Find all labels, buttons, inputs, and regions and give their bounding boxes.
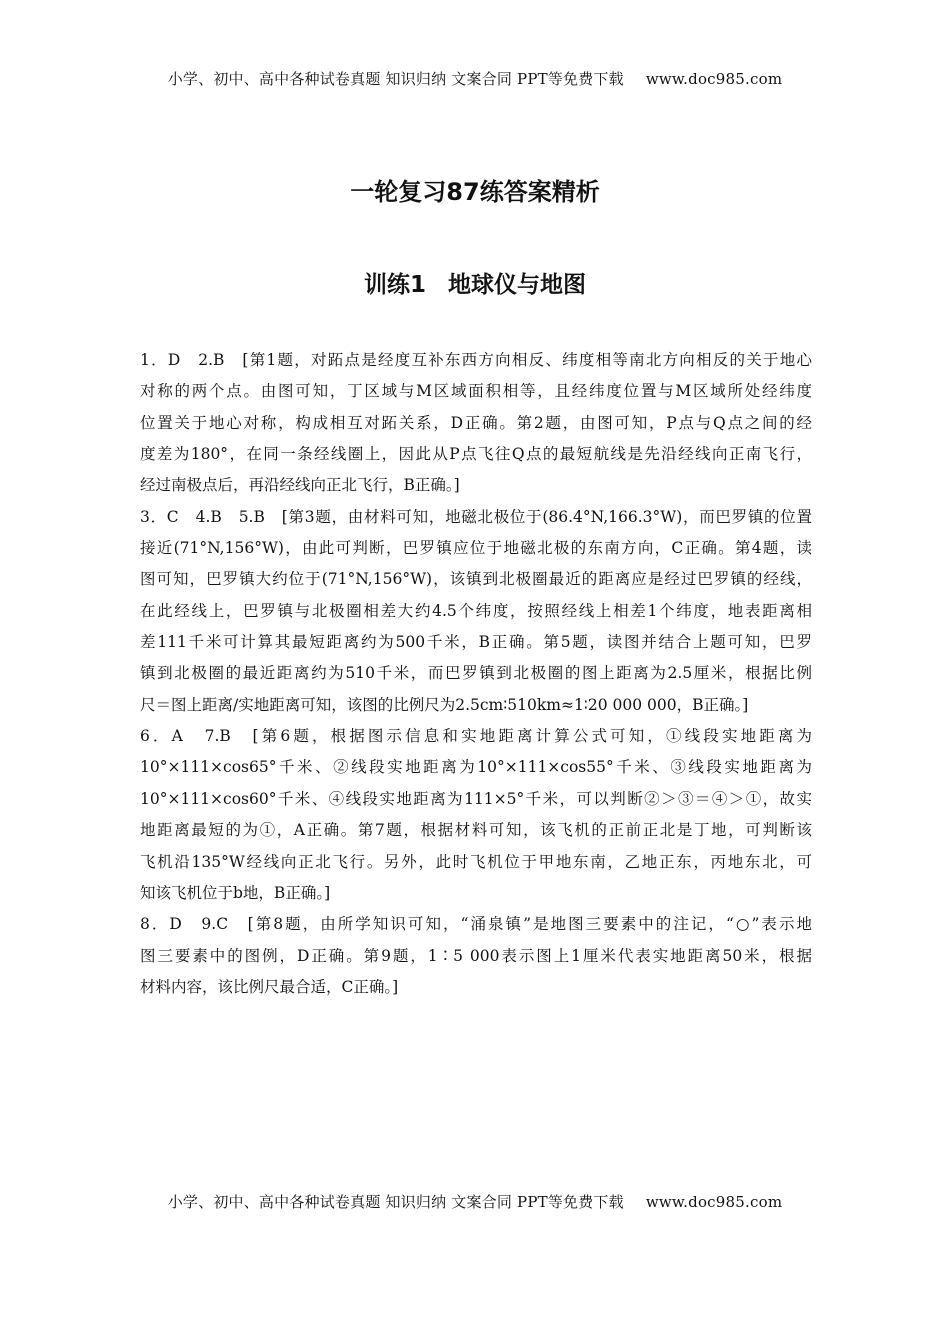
footer-text: 小学、初中、高中各种试卷真题 知识归纳 文案合同 PPT等免费下载 [167, 1193, 624, 1211]
section-title [0, 266, 950, 299]
answer-line: 材料内容，该比例尺最合适，C正确。] [140, 977, 399, 996]
answer-line: 10°×111×cos60°千米、④线段实地距离为111×5°千米，可以判断②＞③＝④＞①，故实 [140, 789, 812, 808]
answer-line: 尺＝图上距离/实地距离可知，该图的比例尺为2.5cm∶510km≈1∶20 000 000，B正确。] [140, 695, 749, 714]
answer-line: 在此经线上，巴罗镇与北极圈相差大约4.5个纬度，按照经线上相差1个纬度，地表距离相 [140, 601, 812, 620]
answer-line: 图三要素中的图例，D正确。第9题，1∶5 000表示图上1厘米代表实地距离50米，根据 [140, 946, 812, 965]
answer-line: 知该飞机位于b地，B正确。] [140, 883, 331, 902]
answer-line: 位置关于地心对称，构成相互对跖关系，D正确。第2题，由图可知，P点与Q点之间的经 [140, 413, 812, 432]
answer-line: 10°×111×cos65°千米、②线段实地距离为10°×111×cos55°千米、③线段实地距离为 [140, 758, 812, 777]
answer-line: 接近(71°N,156°W)，由此可判断，巴罗镇应位于地磁北极的东南方向，C正确。第4题，读 [140, 539, 812, 558]
answer-line: 镇到北极圈的最近距离约为510千米，而巴罗镇到北极圈的图上距离为2.5厘米，根据比例 [140, 664, 812, 683]
answer-line: 3．C 4.B 5.B [第3题，由材料可知，地磁北极位于(86.4°N,166.3°W)，而巴罗镇的位置 [140, 507, 812, 526]
document-title: 一轮复习87练答案精析 [350, 178, 600, 206]
page-header [0, 68, 950, 89]
answer-line: 图可知，巴罗镇大约位于(71°N,156°W)，该镇到北极圈最近的距离应是经过巴罗镇的经线， [140, 570, 812, 589]
header-site-link[interactable]: www.doc985.com [645, 70, 783, 88]
answer-line: 差111千米可计算其最短距离约为500千米，B正确。第5题，读图并结合上题可知，巴罗 [140, 633, 812, 652]
section-name: 地球仪与地图 [448, 272, 586, 298]
header-text: 小学、初中、高中各种试卷真题 知识归纳 文案合同 PPT等免费下载 [167, 70, 624, 88]
answer-line: 对称的两个点。由图可知，丁区域与M区域面积相等，且经纬度位置与M区域所处经纬度 [140, 382, 812, 401]
answer-line: 8．D 9.C [第8题，由所学知识可知，“涌泉镇”是地图三要素中的注记，“○”表示地 [140, 915, 812, 934]
answer-line: 度差为180°，在同一条经线圈上，因此从P点飞往Q点的最短航线是先沿经线向正南飞行， [140, 445, 812, 464]
answer-line: 6．A 7.B [第6题，根据图示信息和实地距离计算公式可知，①线段实地距离为 [140, 727, 812, 746]
answer-line: 飞机沿135°W经线向正北飞行。另外，此时飞机位于甲地东南，乙地正东，丙地东北，可 [140, 852, 812, 871]
section-label: 训练1 [363, 272, 426, 298]
answer-line: 地距离最短的为①，A正确。第7题，根据材料可知，该飞机的正前正北是丁地，可判断该 [140, 821, 812, 840]
page-footer [0, 1191, 950, 1212]
answer-line: 经过南极点后，再沿经线向正北飞行，B正确。] [140, 476, 460, 495]
answer-line: 1．D 2.B [第1题，对跖点是经度互补东西方向相反、纬度相等南北方向相反的关于地心 [140, 351, 812, 369]
footer-site-link[interactable]: www.doc985.com [645, 1193, 783, 1211]
answer-body [140, 345, 812, 1003]
